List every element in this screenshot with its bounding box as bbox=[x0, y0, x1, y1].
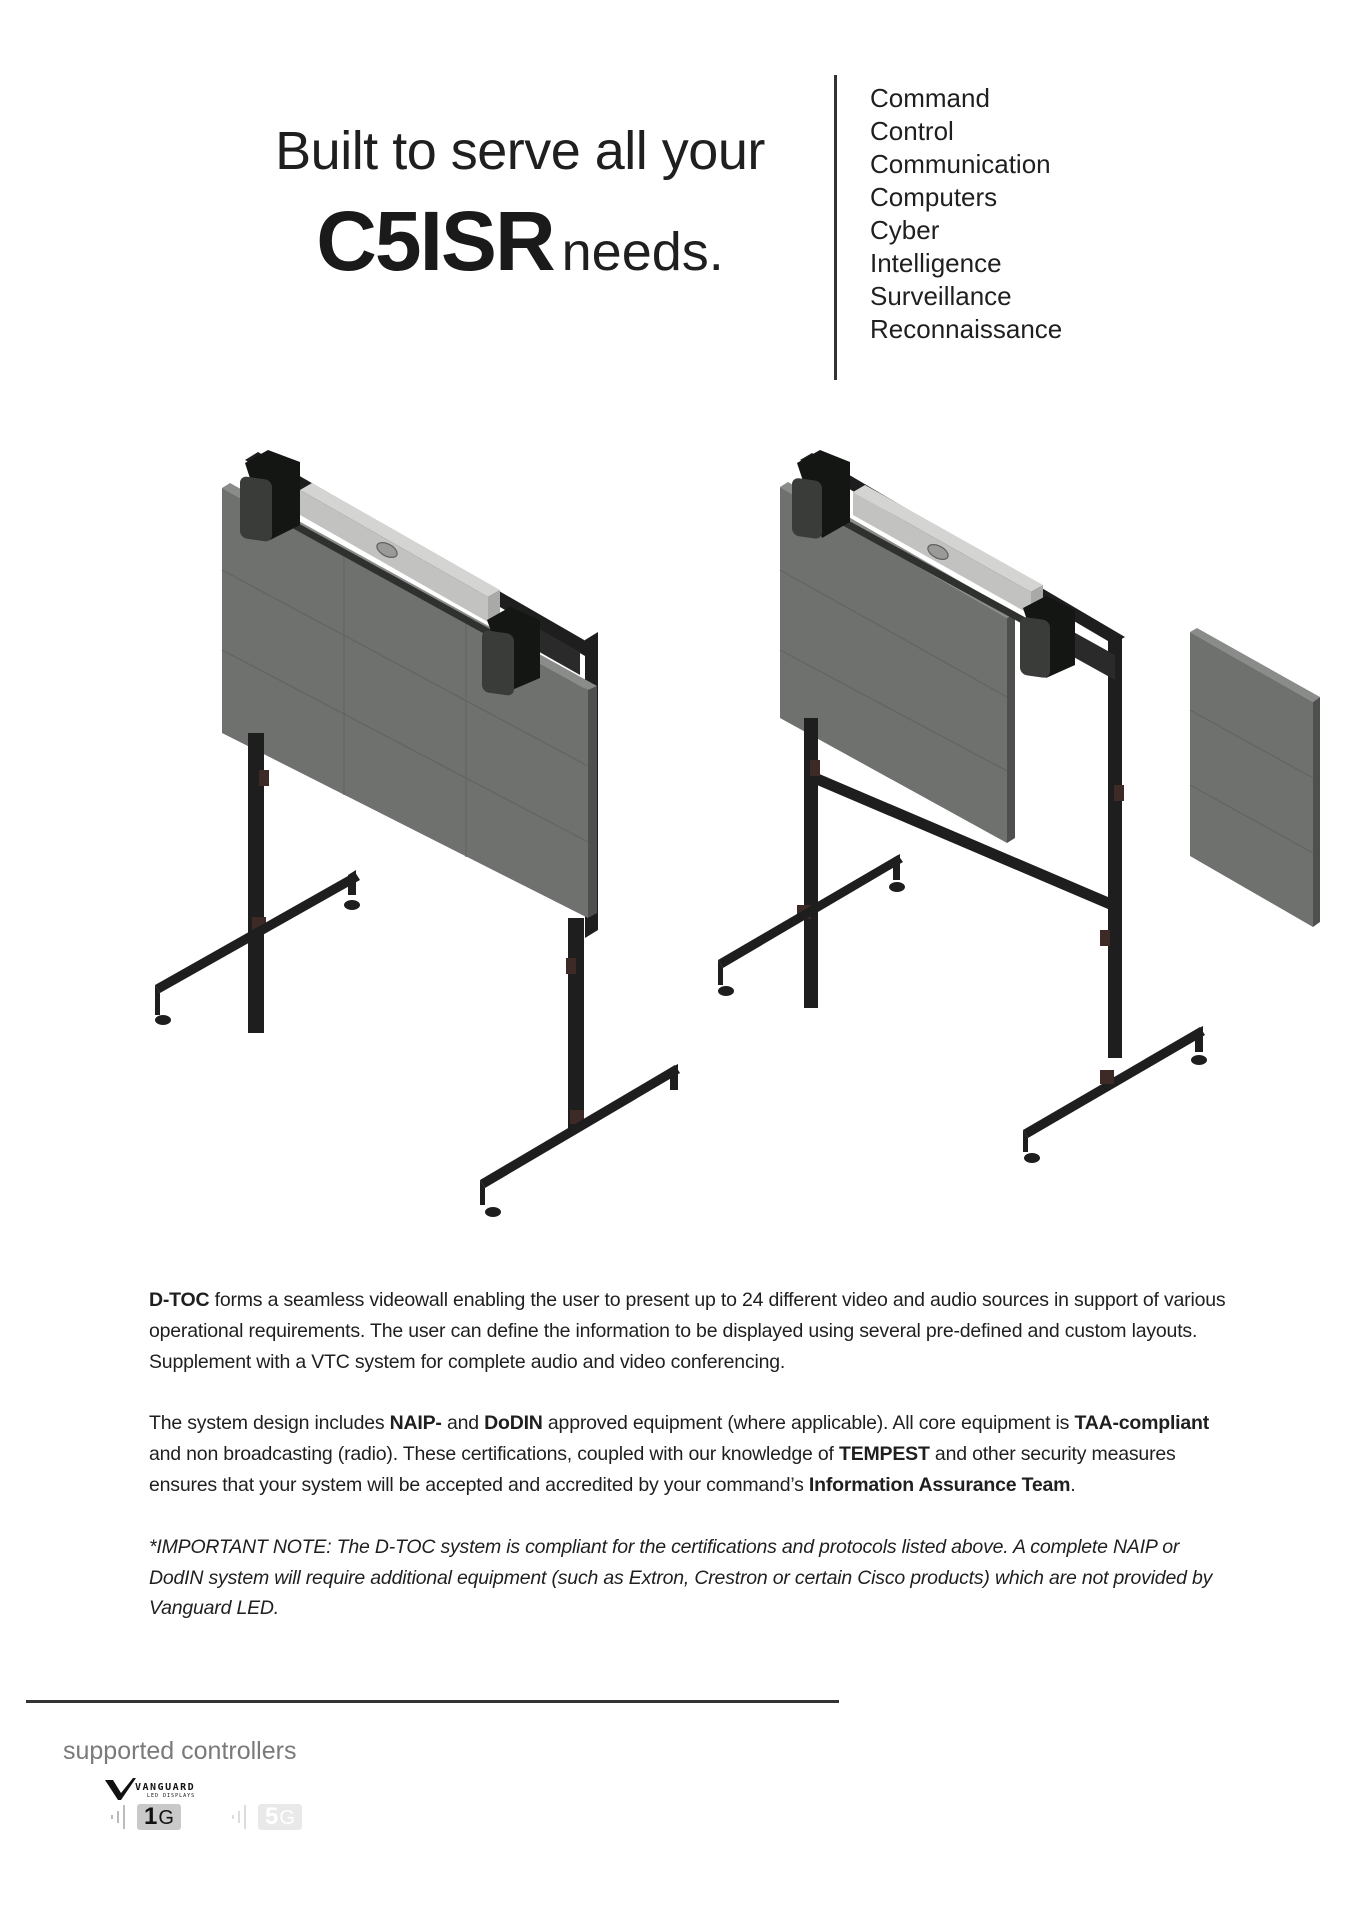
controller-5g-badge bbox=[258, 1804, 302, 1830]
cert-text-4: and non broadcasting (radio). These certifications, coupled with our knowledge of bbox=[149, 1443, 839, 1466]
cert-text-1: The system design includes bbox=[149, 1412, 390, 1435]
controller-5g-unit: G bbox=[279, 1807, 295, 1829]
controller-1g-number: 1 bbox=[144, 1803, 158, 1830]
cert-tempest: TEMPEST bbox=[839, 1443, 930, 1466]
term-communication: Communication bbox=[870, 149, 1051, 179]
certification-paragraph bbox=[149, 1408, 1229, 1500]
product-illustrations bbox=[140, 440, 1340, 1240]
intro-paragraph bbox=[149, 1285, 1229, 1377]
cert-taa: TAA-compliant bbox=[1074, 1412, 1210, 1435]
term-control: Control bbox=[870, 116, 954, 146]
controller-5g-number: 5 bbox=[265, 1803, 279, 1830]
horizontal-divider bbox=[26, 1700, 839, 1703]
vanguard-logo-subtext: LED DISPLAYS bbox=[147, 1793, 196, 1799]
cert-naip: NAIP- bbox=[389, 1412, 442, 1435]
headline-line-1: Built to serve all your bbox=[275, 121, 765, 181]
vanguard-logo bbox=[105, 1776, 230, 1802]
c5isr-term-list bbox=[870, 82, 1062, 346]
detached-panel-illustration bbox=[1190, 628, 1320, 927]
vanguard-logo-text: VANGUARD bbox=[135, 1782, 196, 1793]
controller-1g-badge bbox=[137, 1804, 181, 1830]
controller-5g bbox=[230, 1803, 302, 1831]
body-copy bbox=[149, 1285, 1229, 1655]
cert-text-5: and other security measures ensures that your system will be accepted and accredited by your command’s bbox=[149, 1443, 1176, 1496]
term-cyber: Cyber bbox=[870, 215, 940, 245]
controller-1g-unit: G bbox=[158, 1807, 174, 1829]
videowall-panel-removed-illustration bbox=[718, 450, 1207, 1163]
headline-suffix: needs. bbox=[561, 222, 724, 282]
cert-text-3: approved equipment (where applicable). All core equipment is bbox=[542, 1412, 1075, 1435]
cert-text-6: . bbox=[1070, 1473, 1076, 1496]
term-reconnaissance: Reconnaissance bbox=[870, 314, 1063, 344]
cert-ia-team: Information Assurance Team bbox=[808, 1473, 1071, 1496]
term-intelligence: Intelligence bbox=[870, 248, 1002, 278]
headline-acronym: C5ISR bbox=[316, 194, 554, 288]
supported-controllers-label: supported controllers bbox=[63, 1737, 297, 1765]
important-note: *IMPORTANT NOTE: The D-TOC system is compliant for the certifications and protocols listed above. A complete NAIP or DodIN system will require additional equipment (such as Extron, Crestron or certain Cisco products) which are not provided by Vanguard LED. bbox=[149, 1535, 1213, 1620]
controller-1g bbox=[109, 1803, 181, 1831]
term-command: Command bbox=[870, 83, 990, 113]
cert-dodin: DoDIN bbox=[484, 1412, 543, 1435]
vertical-divider bbox=[834, 75, 837, 380]
signal-icon bbox=[109, 1804, 131, 1830]
videowall-assembled-illustration bbox=[155, 450, 680, 1217]
term-computers: Computers bbox=[870, 182, 998, 212]
product-name: D-TOC bbox=[149, 1289, 210, 1311]
cert-text-2: and bbox=[441, 1412, 485, 1435]
headline bbox=[250, 120, 790, 311]
signal-icon bbox=[230, 1804, 252, 1830]
intro-text: forms a seamless videowall enabling the user to present up to 24 different video and audio sources in support of various operational requirements. The user can define the information to be displayed using several pre-defined and custom layouts. Supplement with a VTC system for complete audio and video conferencing. bbox=[149, 1289, 1226, 1373]
headline-line-2 bbox=[250, 196, 790, 311]
term-surveillance: Surveillance bbox=[870, 281, 1012, 311]
